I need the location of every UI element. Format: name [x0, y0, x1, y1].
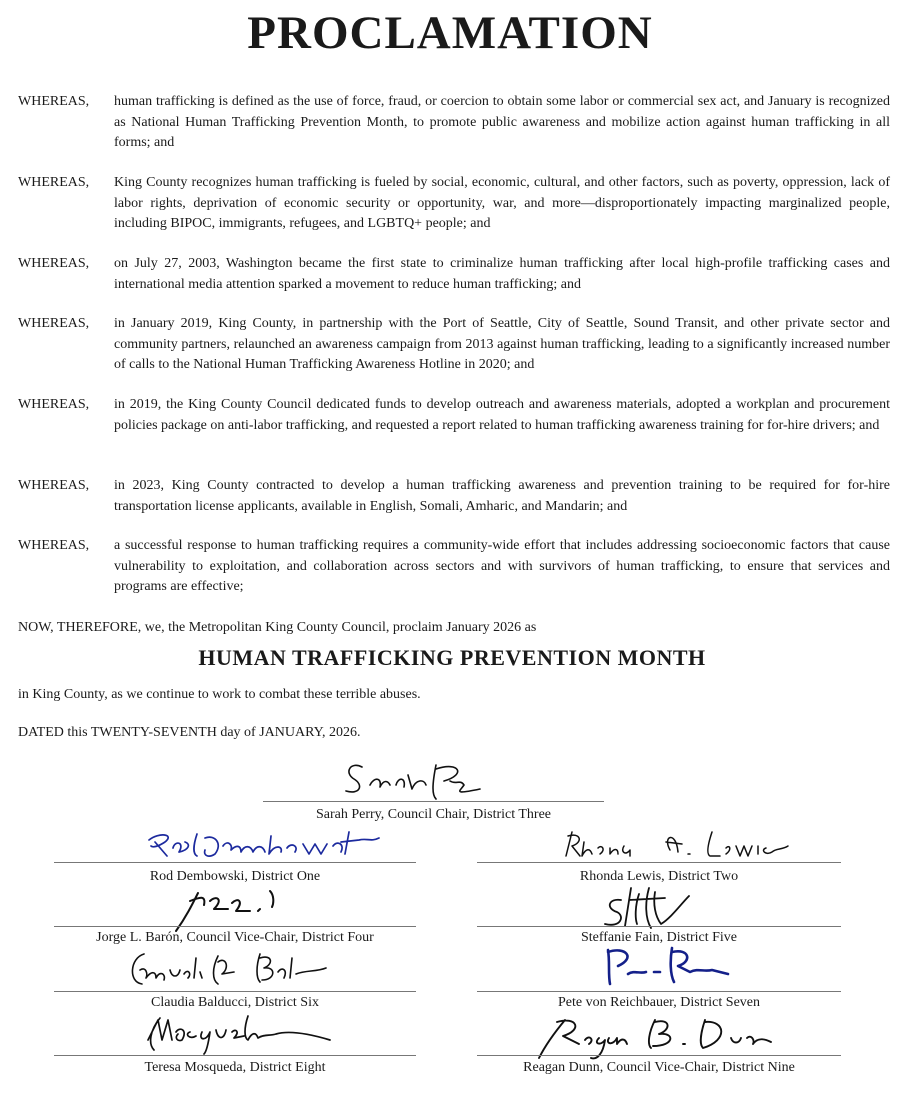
- signer-name: Rod Dembowski, District One: [149, 869, 321, 884]
- whereas-label: WHEREAS,: [18, 94, 90, 109]
- county-statement: in King County, as we continue to work to combat these terrible abuses.: [18, 687, 421, 702]
- signature-line: [54, 862, 416, 863]
- whereas-text: in 2019, the King County Council dedicated funds to develop outreach and awareness materials, adopted a workplan and procurement policies package on anti-labor trafficking, and requested a report related to human trafficking awareness training for for-hire drivers; and: [114, 397, 890, 433]
- document-title: PROCLAMATION: [247, 7, 653, 59]
- signature-claudia-balducci: [126, 948, 336, 993]
- signature-line: [477, 926, 841, 927]
- signature-rod-dembowski: [145, 826, 385, 866]
- dated-line: DATED this TWENTY-SEVENTH day of JANUARY, 2026.: [18, 725, 361, 740]
- signature-line: [477, 991, 841, 992]
- whereas-label: WHEREAS,: [18, 397, 90, 412]
- whereas-text: in January 2019, King County, in partnership with the Port of Seattle, City of Seattle, Sound Transit, and other private sector and community partners, relaunched an awareness campaign from 2013 against human trafficking, leading to a significantly increased number of calls to the National Human Trafficking Awareness Hotline in 2020; and: [114, 316, 890, 372]
- signature-sarah-perry: [340, 755, 510, 805]
- whereas-clause: [18, 476, 890, 517]
- whereas-label: WHEREAS,: [18, 538, 90, 553]
- whereas-clause: [18, 536, 890, 598]
- whereas-clause: [18, 92, 890, 154]
- whereas-clause: [18, 395, 890, 436]
- whereas-clause: [18, 254, 890, 295]
- whereas-clause: [18, 173, 890, 235]
- whereas-label: WHEREAS,: [18, 175, 90, 190]
- whereas-text: a successful response to human trafficking requires a community-wide effort that includes addressing socioeconomic factors that cause vulnerability to exploitation, and collaboration across sectors and with survivors of human trafficking, to ensure that services and programs are effective;: [114, 538, 890, 594]
- whereas-clause: [18, 314, 890, 376]
- signature-line: [54, 1055, 416, 1056]
- whereas-text: King County recognizes human trafficking is fueled by social, economic, cultural, and other factors, such as poverty, oppression, lack of labor rights, deprivation of economic security or opportunity, war, and more—disproportionately impacting marginalized people, including BIPOC, immigrants, refugees, and LGBTQ+ people; and: [114, 175, 890, 231]
- signature-teresa-mosqueda: [140, 1010, 340, 1060]
- signature-rhonda-lewis: [560, 826, 800, 866]
- signature-line: [54, 991, 416, 992]
- signature-line: [477, 862, 841, 863]
- proclaimed-title: HUMAN TRAFFICKING PREVENTION MONTH: [198, 645, 706, 670]
- whereas-label: WHEREAS,: [18, 316, 90, 331]
- whereas-text: on July 27, 2003, Washington became the first state to criminalize human trafficking after local high-profile trafficking cases and international media attention sparked a movement to reduce human trafficking; and: [114, 256, 890, 292]
- whereas-text: human trafficking is defined as the use of force, fraud, or coercion to obtain some labor or commercial sex act, and January is recognized as National Human Trafficking Prevention Month, to promote public awareness and mobilize action against human trafficking in all forms; and: [114, 94, 890, 150]
- whereas-label: WHEREAS,: [18, 478, 90, 493]
- signature-line: [263, 801, 604, 802]
- whereas-text: in 2023, King County contracted to develop a human trafficking awareness and prevention training to be required for for-hire transportation license applicants, available in English, Somali, Amharic, and Mandarin; and: [114, 478, 890, 514]
- signature-line: [477, 1055, 841, 1056]
- signer-name-chair: Sarah Perry, Council Chair, District Three: [315, 807, 552, 822]
- signature-steffanie-fain: [595, 884, 705, 932]
- signer-name: Teresa Mosqueda, District Eight: [144, 1060, 326, 1075]
- signer-name: Claudia Balducci, District Six: [151, 995, 319, 1010]
- signer-name: Reagan Dunn, Council Vice-Chair, District Nine: [523, 1060, 795, 1075]
- whereas-label: WHEREAS,: [18, 256, 90, 271]
- signature-line: [54, 926, 416, 927]
- signer-name: Steffanie Fain, District Five: [580, 930, 738, 945]
- therefore-statement: NOW, THEREFORE, we, the Metropolitan King County Council, proclaim January 2026 as: [18, 620, 537, 635]
- signature-pete-von-reichbauer: [600, 944, 735, 989]
- signer-name: Rhonda Lewis, District Two: [579, 869, 739, 884]
- signer-name: Jorge L. Barón, Council Vice-Chair, District Four: [96, 930, 374, 945]
- signer-name: Pete von Reichbauer, District Seven: [558, 995, 760, 1010]
